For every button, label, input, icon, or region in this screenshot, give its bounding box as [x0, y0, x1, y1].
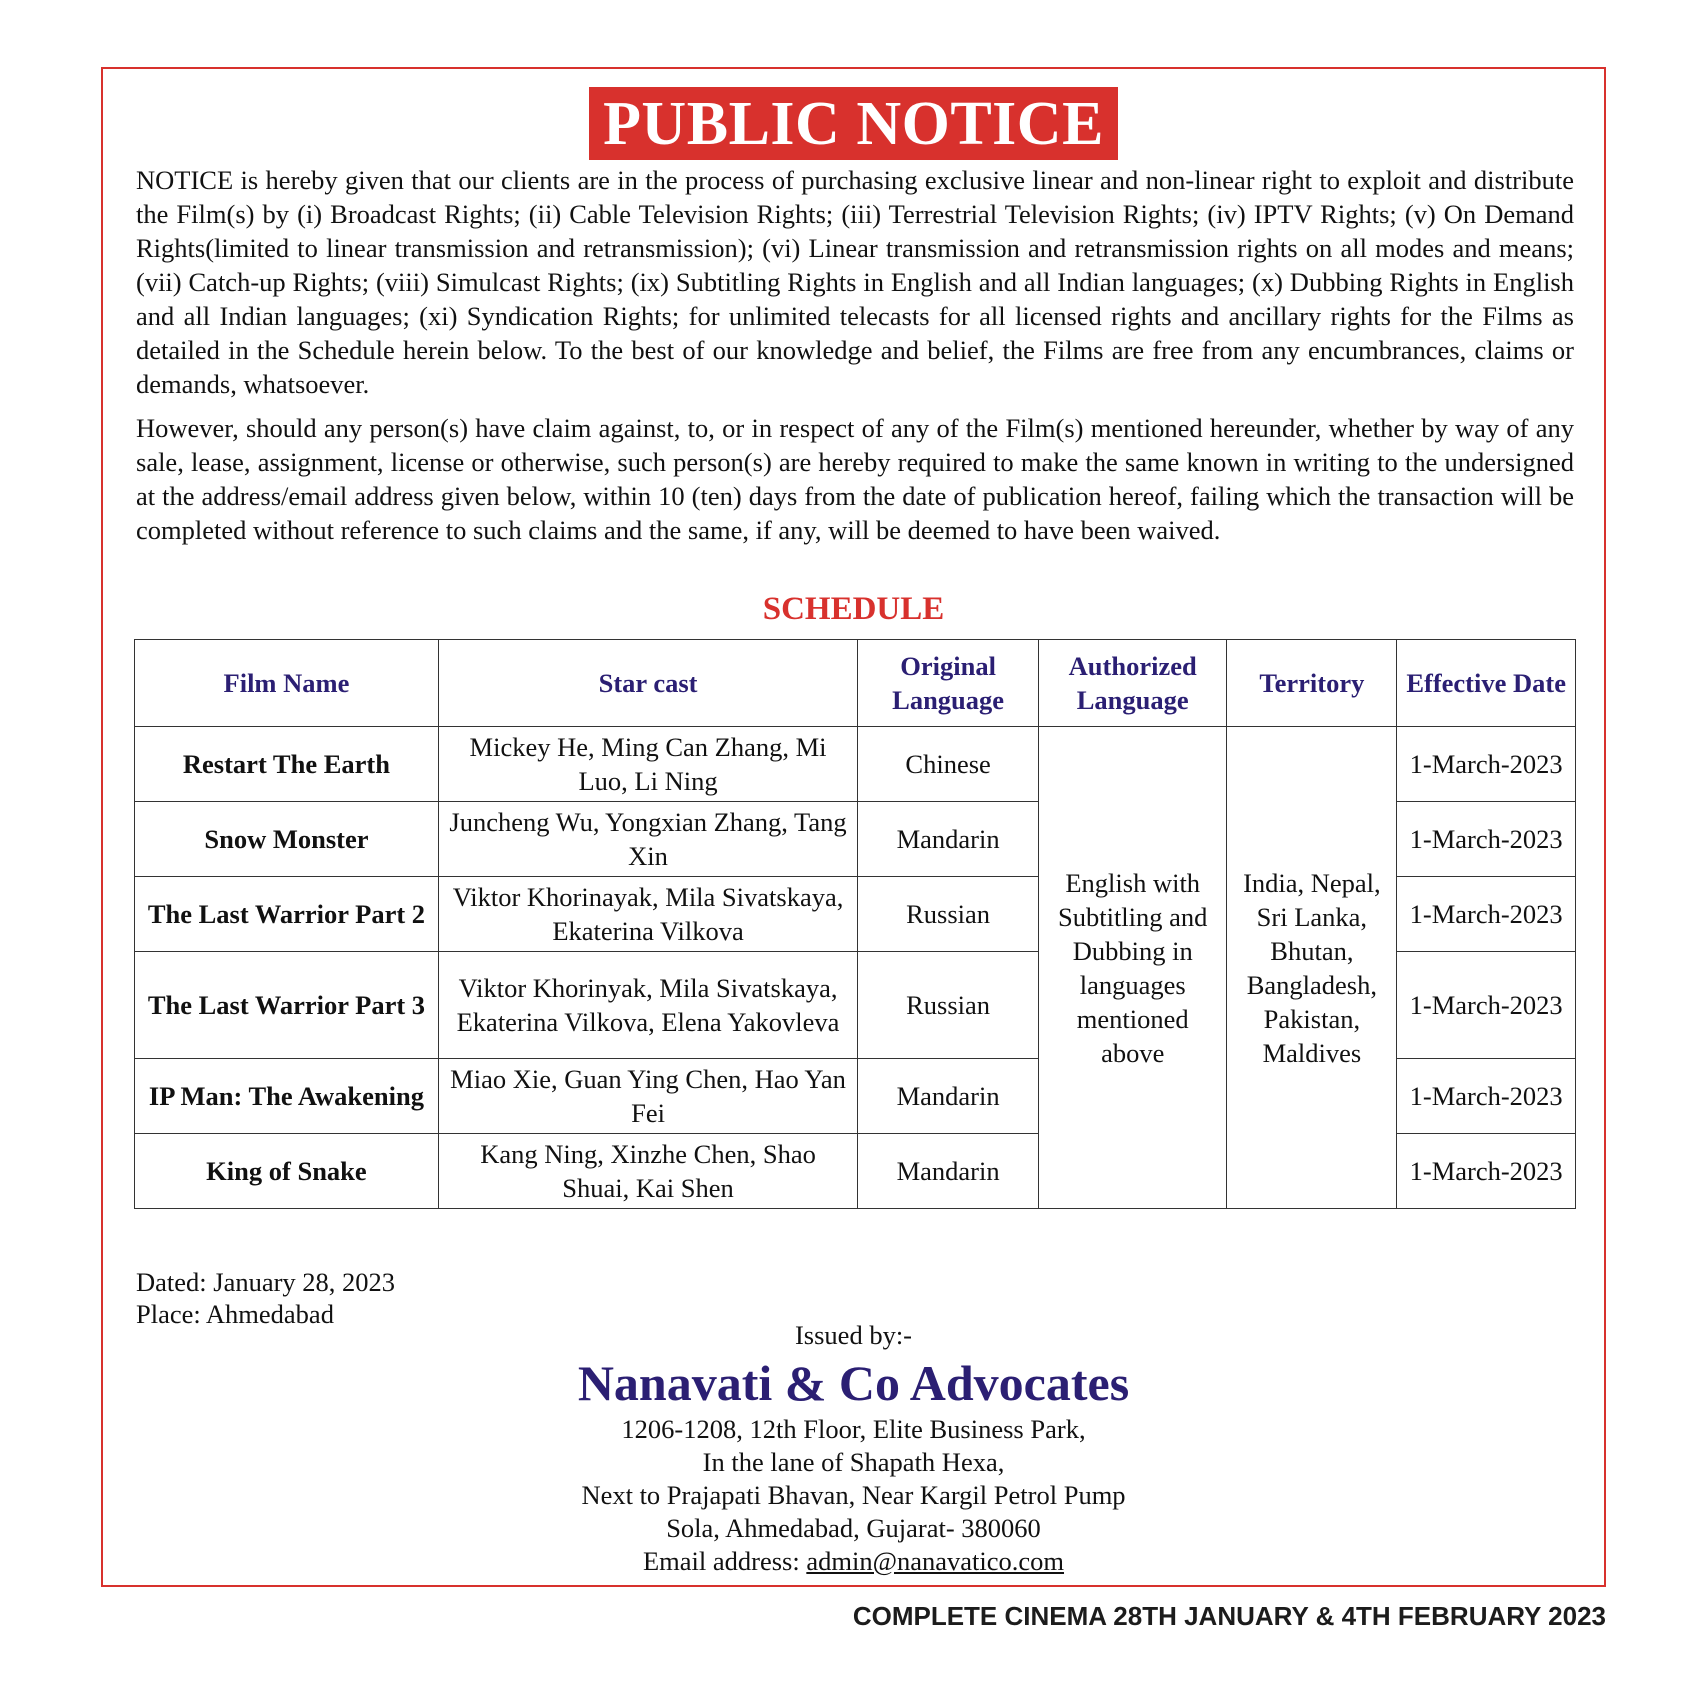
effective-date-cell: 1-March-2023: [1397, 877, 1576, 952]
address-line: Next to Prajapati Bhavan, Near Kargil Petrol Pump: [581, 1480, 1126, 1510]
firm-name: Nanavati & Co Advocates: [577, 1355, 1130, 1411]
original-language-cell: Russian: [858, 952, 1039, 1059]
effective-date-cell: 1-March-2023: [1397, 727, 1576, 802]
authorized-language-cell: English with Subtitling and Dubbing in languages mentioned above: [1039, 727, 1227, 1209]
header-film-name: Film Name: [135, 640, 439, 727]
header-authorized-language: Authorized Language: [1039, 640, 1227, 727]
star-cast-cell: Kang Ning, Xinzhe Chen, Shao Shuai, Kai Shen: [438, 1134, 857, 1209]
film-name-cell: Restart The Earth: [135, 727, 439, 802]
place-text: Place: Ahmedabad: [136, 1299, 334, 1329]
original-language-cell: Chinese: [858, 727, 1039, 802]
notice-body: [136, 163, 1574, 557]
address-line: Sola, Ahmedabad, Gujarat- 380060: [666, 1513, 1041, 1543]
original-language-cell: Mandarin: [858, 1059, 1039, 1134]
schedule-heading: SCHEDULE: [762, 591, 945, 627]
table-header-row: [135, 640, 1576, 727]
star-cast-cell: Viktor Khorinyak, Mila Sivatskaya, Ekaterina Vilkova, Elena Yakovleva: [438, 952, 857, 1059]
film-name-cell: Snow Monster: [135, 802, 439, 877]
star-cast-cell: Mickey He, Ming Can Zhang, Mi Luo, Li Ning: [438, 727, 857, 802]
star-cast-cell: Viktor Khorinayak, Mila Sivatskaya, Ekaterina Vilkova: [438, 877, 857, 952]
original-language-cell: Mandarin: [858, 1134, 1039, 1209]
header-star-cast: Star cast: [438, 640, 857, 727]
film-name-cell: IP Man: The Awakening: [135, 1059, 439, 1134]
notice-paragraph-2: However, should any person(s) have claim against, to, or in respect of any of the Film(s) mentioned hereunder, whether by way of any sale, lease, assignment, license or otherwise, such person(s) are hereby required to make the same known in writing to the undersigned at the address/email address given below, within 10 (ten) days from the date of publication hereof, failing which the transaction will be completed without reference to such claims and the same, if any, will be deemed to have been waived.: [136, 413, 1574, 545]
email-link[interactable]: admin@nanavatico.com: [806, 1546, 1065, 1576]
original-language-cell: Mandarin: [858, 802, 1039, 877]
star-cast-cell: Miao Xie, Guan Ying Chen, Hao Yan Fei: [438, 1059, 857, 1134]
address-block: [103, 1413, 1604, 1578]
table-row: [135, 727, 1576, 802]
header-original-language: Original Language: [858, 640, 1039, 727]
notice-title: PUBLIC NOTICE: [589, 87, 1118, 160]
film-name-cell: King of Snake: [135, 1134, 439, 1209]
publication-footer: COMPLETE CINEMA 28TH JANUARY & 4TH FEBRUARY 2023: [852, 1601, 1606, 1631]
header-effective-date: Effective Date: [1397, 640, 1576, 727]
film-name-cell: The Last Warrior Part 3: [135, 952, 439, 1059]
star-cast-cell: Juncheng Wu, Yongxian Zhang, Tang Xin: [438, 802, 857, 877]
effective-date-cell: 1-March-2023: [1397, 1134, 1576, 1209]
email-line: [103, 1545, 1604, 1578]
film-name-cell: The Last Warrior Part 2: [135, 877, 439, 952]
address-line: 1206-1208, 12th Floor, Elite Business Park,: [621, 1414, 1086, 1444]
effective-date-cell: 1-March-2023: [1397, 952, 1576, 1059]
notice-paragraph-1: NOTICE is hereby given that our clients are in the process of purchasing exclusive linear and non-linear right to exploit and distribute the Film(s) by (i) Broadcast Rights; (ii) Cable Television Rights; (iii) Terrestrial Television Rights; (iv) IPTV Rights; (v) On Demand Rights(limited to linear transmission and retransmission); (vi) Linear transmission and retransmission rights on all modes and means; (vii) Catch-up Rights; (viii) Simulcast Rights; (ix) Subtitling Rights in English and all Indian languages; (x) Dubbing Rights in English and all Indian languages; (xi) Syndication Rights; for unlimited telecasts for all licensed rights and ancillary rights for the Films as detailed in the Schedule herein below. To the best of our knowledge and belief, the Films are free from any encumbrances, claims or demands, whatsoever.: [136, 165, 1574, 399]
header-territory: Territory: [1227, 640, 1397, 727]
effective-date-cell: 1-March-2023: [1397, 1059, 1576, 1134]
email-label: Email address:: [642, 1546, 807, 1576]
original-language-cell: Russian: [858, 877, 1039, 952]
issued-by-label: Issued by:-: [794, 1320, 913, 1350]
dated-text: Dated: January 28, 2023: [136, 1267, 396, 1297]
schedule-table: [134, 639, 1576, 1209]
title-wrap: [103, 87, 1604, 160]
notice-frame: [101, 67, 1606, 1587]
address-line: In the lane of Shapath Hexa,: [702, 1447, 1005, 1477]
effective-date-cell: 1-March-2023: [1397, 802, 1576, 877]
territory-cell: India, Nepal, Sri Lanka, Bhutan, Bangladesh, Pakistan, Maldives: [1227, 727, 1397, 1209]
